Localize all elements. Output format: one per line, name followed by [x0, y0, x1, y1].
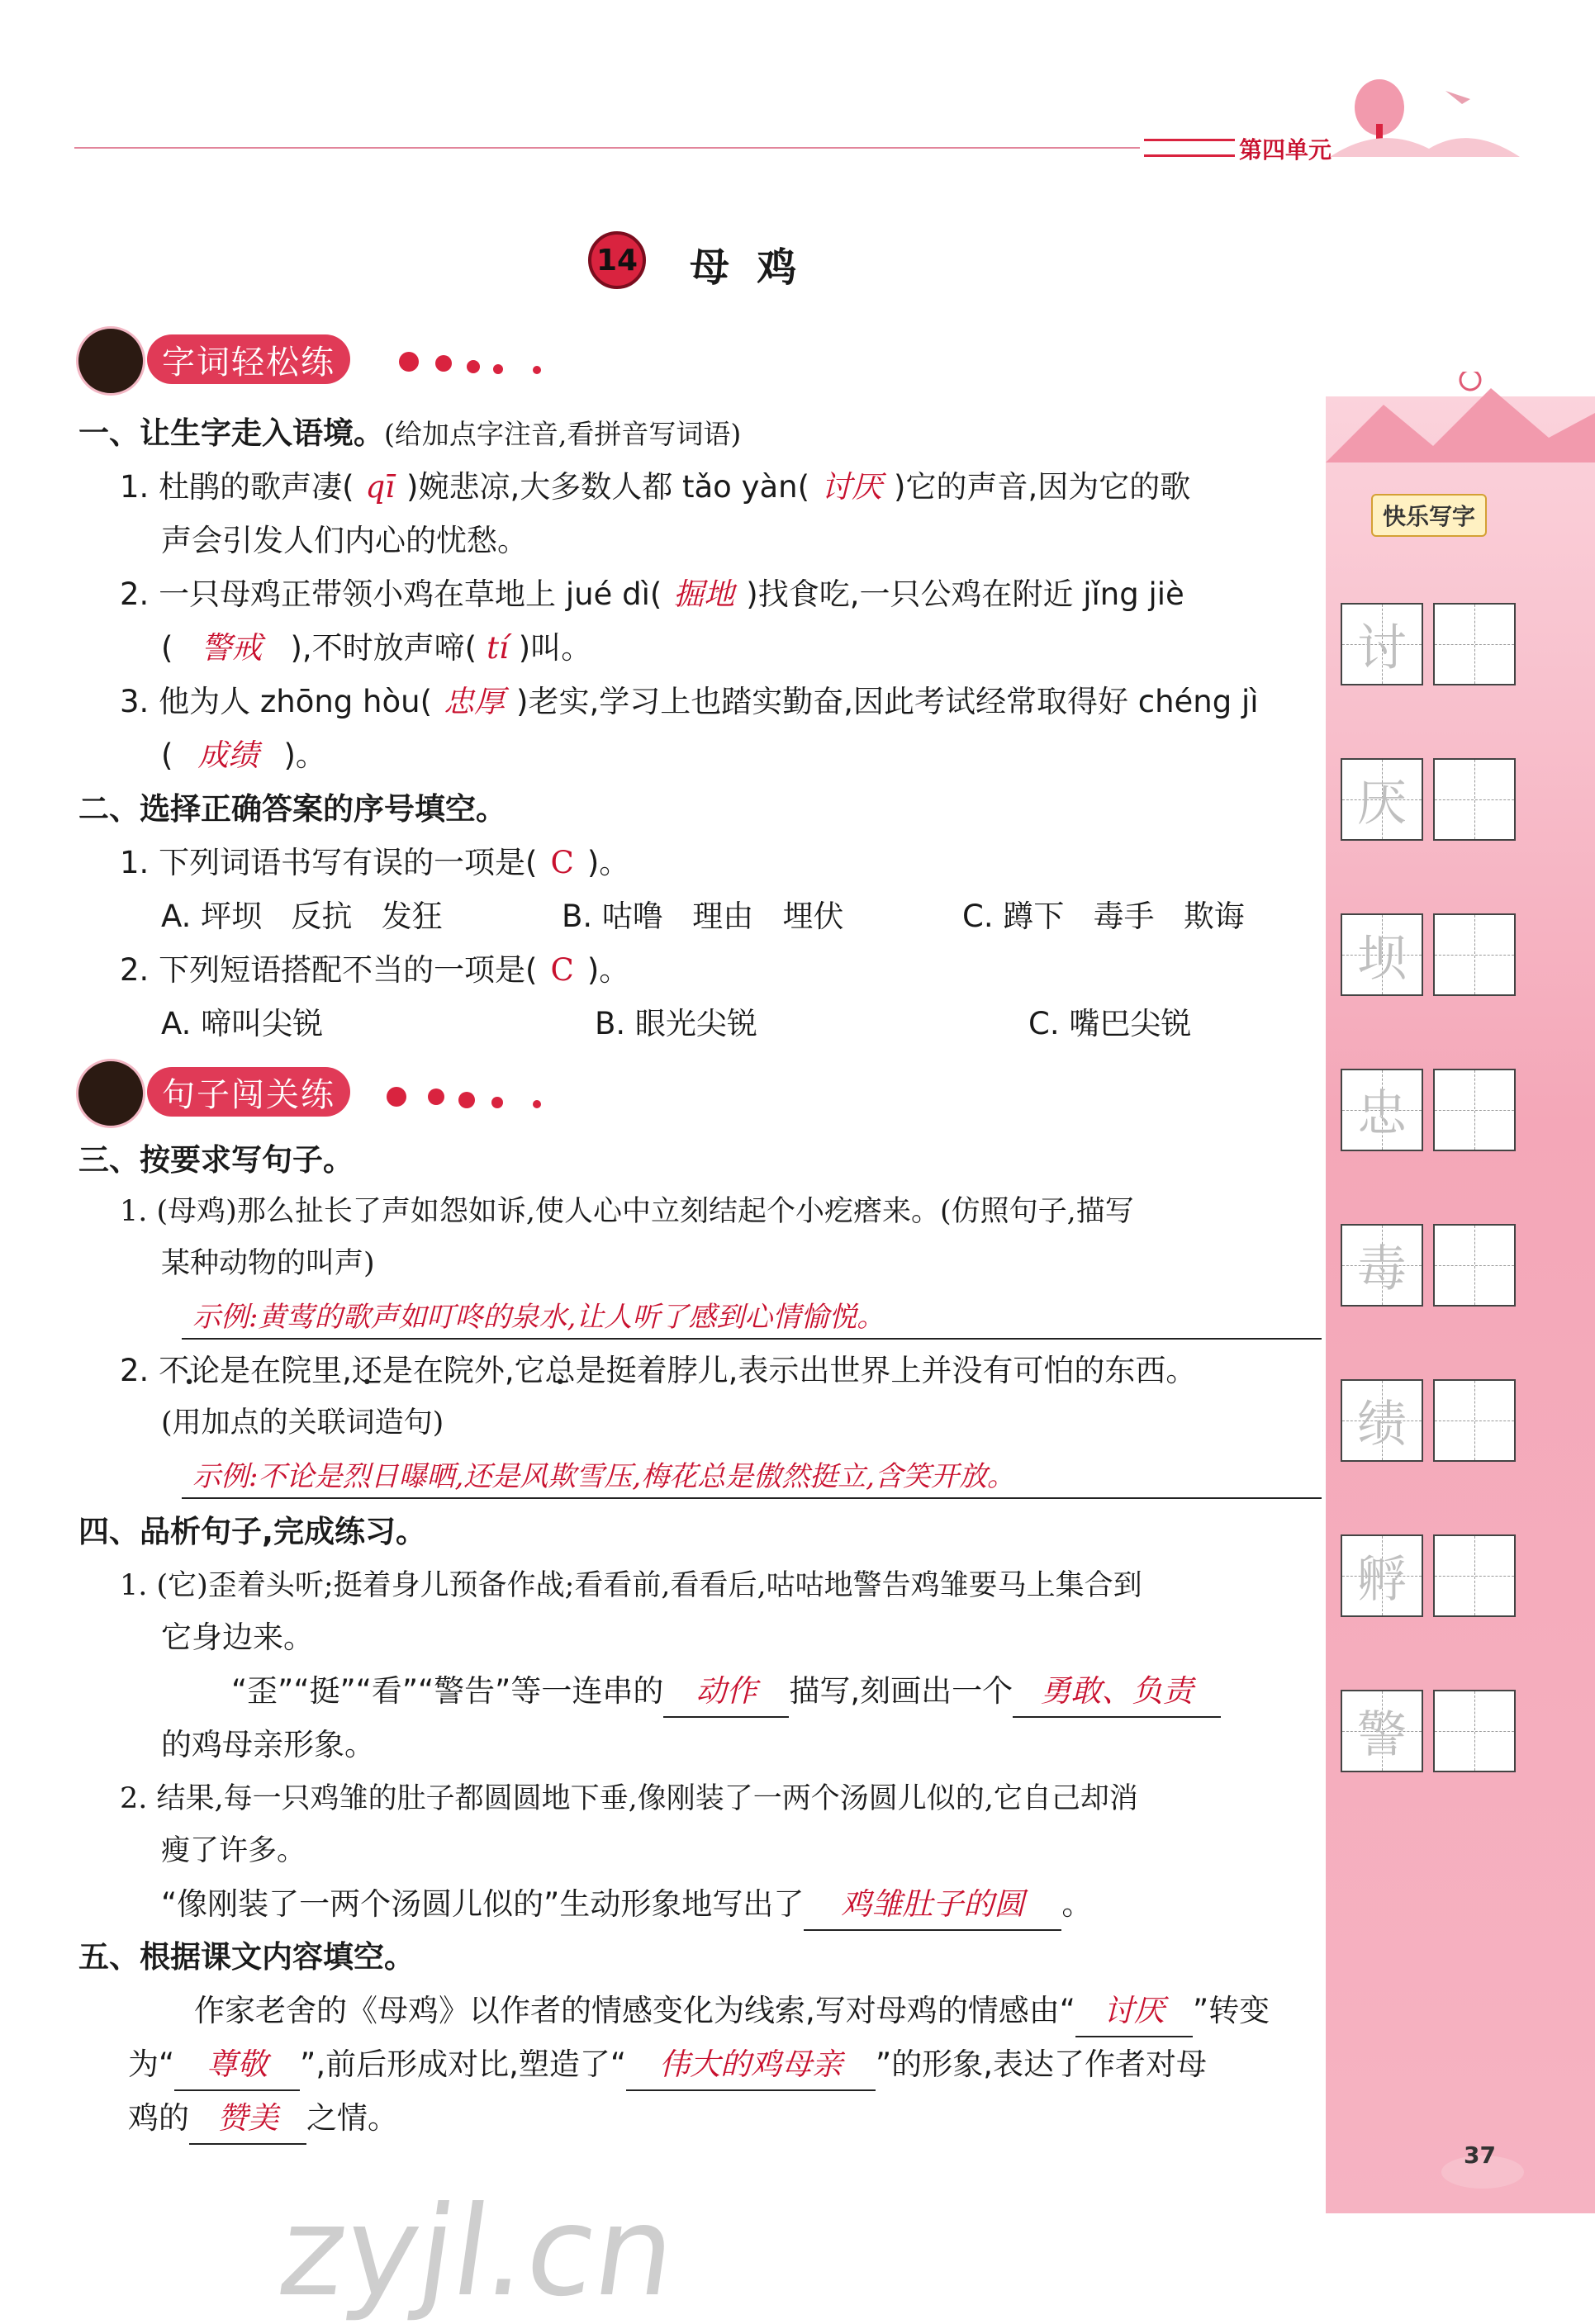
q1-item3-line1: 3. 他为人 zhōng hòu( 忠厚 )老实,学习上也踏实勤奋,因此考试经常取得好 chéng jì [120, 684, 1259, 719]
blank-writing-cell [1433, 603, 1516, 685]
character-trace: 厌 [1357, 775, 1407, 832]
q3-item2-line2: (用加点的关联词造句) [161, 1406, 444, 1439]
answer-line [182, 1497, 1322, 1499]
answer: 忠厚 [444, 684, 506, 719]
blank-writing-cell [1433, 1379, 1516, 1462]
q4-item1-line2: 它身边来。 [161, 1620, 314, 1655]
character-trace: 毒 [1357, 1240, 1407, 1298]
q4-item1-line4: 的鸡母亲形象。 [161, 1727, 375, 1762]
q3-item1-line1: 1. (母鸡)那么扯长了声如怨如诉,使人心中立刻结起个小疙瘩来。(仿照句子,描写 [120, 1195, 1134, 1228]
writing-sidebar [1326, 396, 1595, 2213]
page-number: 37 [1464, 2141, 1496, 2169]
q4-item2-line2: 瘦了许多。 [161, 1834, 306, 1867]
sidebar-title-badge [1371, 494, 1487, 537]
q1-item2-line2: ( 警戒 ),不时放声啼( tí )叫。 [161, 630, 592, 666]
character-cell [1341, 603, 1423, 685]
character-cell [1341, 1069, 1423, 1151]
q1-title: 一、让生字走入语境。 [78, 415, 384, 451]
blank-writing-cell [1433, 1534, 1516, 1617]
q5-line1: 作家老舍的《母鸡》以作者的情感变化为线索,写对母鸡的情感由“ 讨厌 ”转变 [194, 1986, 1270, 2037]
q2-item1-optA: A. 坪坝 反抗 发狂 [161, 899, 443, 934]
character-trace: 绩 [1357, 1396, 1407, 1454]
q2-item2-optC: C. 嘴巴尖锐 [1028, 1006, 1192, 1041]
answer: C [550, 952, 574, 988]
q5-line2: 为“ 尊敬 ”,前后形成对比,塑造了“ 伟大的鸡母亲 ”的形象,表达了作者对母 [128, 2040, 1207, 2091]
answer-blank: 赞美 [189, 2094, 306, 2145]
q2-item2-optB: B. 眼光尖锐 [595, 1006, 757, 1041]
answer: 讨厌 [821, 469, 883, 505]
answer: qī [365, 469, 396, 505]
q1-item3-line2: ( 成绩 )。 [161, 738, 326, 773]
character-cell [1341, 1690, 1423, 1772]
answer-line [182, 1338, 1322, 1340]
emphasized-word: 还 [351, 1353, 382, 1388]
answer: 警戒 [201, 630, 263, 666]
q3-item1-answer: 示例:黄莺的歌声如叮咚的泉水,让人听了感到心情愉悦。 [192, 1301, 885, 1334]
q2-title: 二、选择正确答案的序号填空。 [78, 791, 506, 827]
q3-item2-line1: 2. 不论是在院里,还是在院外,它总是挺着脖儿,表示出世界上并没有可怕的东西。 [120, 1353, 1197, 1388]
q3-item2-answer: 示例:不论是烈日曝晒,还是风欺雪压,梅花总是傲然挺立,含笑开放。 [192, 1460, 1015, 1493]
emphasized-word: 总 [544, 1353, 576, 1388]
q5-line3: 鸡的 赞美 之情。 [128, 2094, 398, 2145]
q2-item2-optA: A. 啼叫尖锐 [161, 1006, 324, 1041]
answer-blank: 勇敢、负责 [1013, 1667, 1221, 1718]
q4-item2-line3: “像刚装了一两个汤圆儿似的”生动形象地写出了 鸡雏肚子的圆 。 [161, 1880, 1092, 1931]
answer: C [550, 845, 574, 880]
answer-blank: 鸡雏肚子的圆 [804, 1880, 1061, 1931]
character-cell [1341, 1534, 1423, 1617]
q2-item2: 2. 下列短语搭配不当的一项是( C )。 [120, 952, 630, 988]
q2-item1: 1. 下列词语书写有误的一项是( C )。 [120, 845, 630, 880]
answer: 掘地 [673, 576, 735, 612]
character-trace: 孵 [1357, 1551, 1407, 1609]
blank-writing-cell [1433, 758, 1516, 841]
answer: 成绩 [197, 738, 259, 773]
character-cell [1341, 913, 1423, 996]
lesson-number: 14 [596, 243, 638, 277]
q1-item2-line1: 2. 一只母鸡正带领小鸡在草地上 jué dì( 掘地 )找食吃,一只公鸡在附近 jǐng jiè [120, 576, 1184, 612]
q1-item1-line1: 1. 杜鹃的歌声凄( qī )婉悲凉,大多数人都 tǎo yàn( 讨厌 )它的声音,因为它的歌 [120, 469, 1191, 505]
q5-title: 五、根据课文内容填空。 [78, 1939, 415, 1975]
q3-title: 三、按要求写句子。 [78, 1142, 354, 1178]
character-trace: 坝 [1357, 930, 1407, 988]
q1-note: (给加点字注音,看拼音写词语) [384, 418, 742, 450]
header-tree-icon [1330, 74, 1520, 165]
sentences-banner-label: 句子闯关练 [162, 1075, 335, 1114]
q4-item2-line1: 2. 结果,每一只鸡雏的肚子都圆圆地下垂,像刚装了一两个汤圆儿似的,它自己却消 [120, 1782, 1138, 1815]
q4-item1-line1: 1. (它)歪着头听;挺着身儿预备作战;看看前,看看后,咕咕地警告鸡雏要马上集合到 [120, 1569, 1142, 1602]
emphasized-word: 不论 [159, 1353, 221, 1388]
character-cell [1341, 1379, 1423, 1462]
blank-writing-cell [1433, 913, 1516, 996]
character-cell [1341, 758, 1423, 841]
blank-writing-cell [1433, 1690, 1516, 1772]
watermark: zyjl.cn [270, 2180, 685, 2324]
answer-blank: 动作 [663, 1667, 789, 1718]
q4-title: 四、品析句子,完成练习。 [78, 1514, 427, 1549]
blank-writing-cell [1433, 1069, 1516, 1151]
sidebar-mountains-icon [1326, 372, 1595, 462]
answer-blank: 伟大的鸡母亲 [626, 2040, 876, 2091]
sidebar-title: 快乐写字 [1383, 503, 1476, 530]
unit-label: 第四单元 [1239, 136, 1332, 164]
q4-item1-line3: “歪”“挺”“看”“警告”等一连串的 动作 描写,刻画出一个 勇敢、负责 [231, 1667, 1221, 1718]
q2-item1-optC: C. 蹲下 毒手 欺诲 [962, 899, 1245, 934]
lesson-title: 母 鸡 [690, 244, 797, 291]
character-trace: 忠 [1357, 1085, 1407, 1143]
character-trace: 讨 [1357, 619, 1407, 677]
main-content-2 [78, 0, 1326, 2312]
q3-item1-line2: 某种动物的叫声) [161, 1247, 375, 1280]
q1-item1-line2: 声会引发人们内心的忧愁。 [161, 523, 528, 558]
character-cell [1341, 1224, 1423, 1307]
answer-blank: 尊敬 [174, 2040, 300, 2091]
words-banner-label: 字词轻松练 [162, 343, 335, 382]
blank-writing-cell [1433, 1224, 1516, 1307]
q2-item1-optB: B. 咕噜 理由 埋伏 [562, 899, 844, 934]
answer: tí [487, 630, 509, 666]
answer-blank: 讨厌 [1075, 1986, 1193, 2037]
character-trace: 警 [1357, 1706, 1407, 1764]
